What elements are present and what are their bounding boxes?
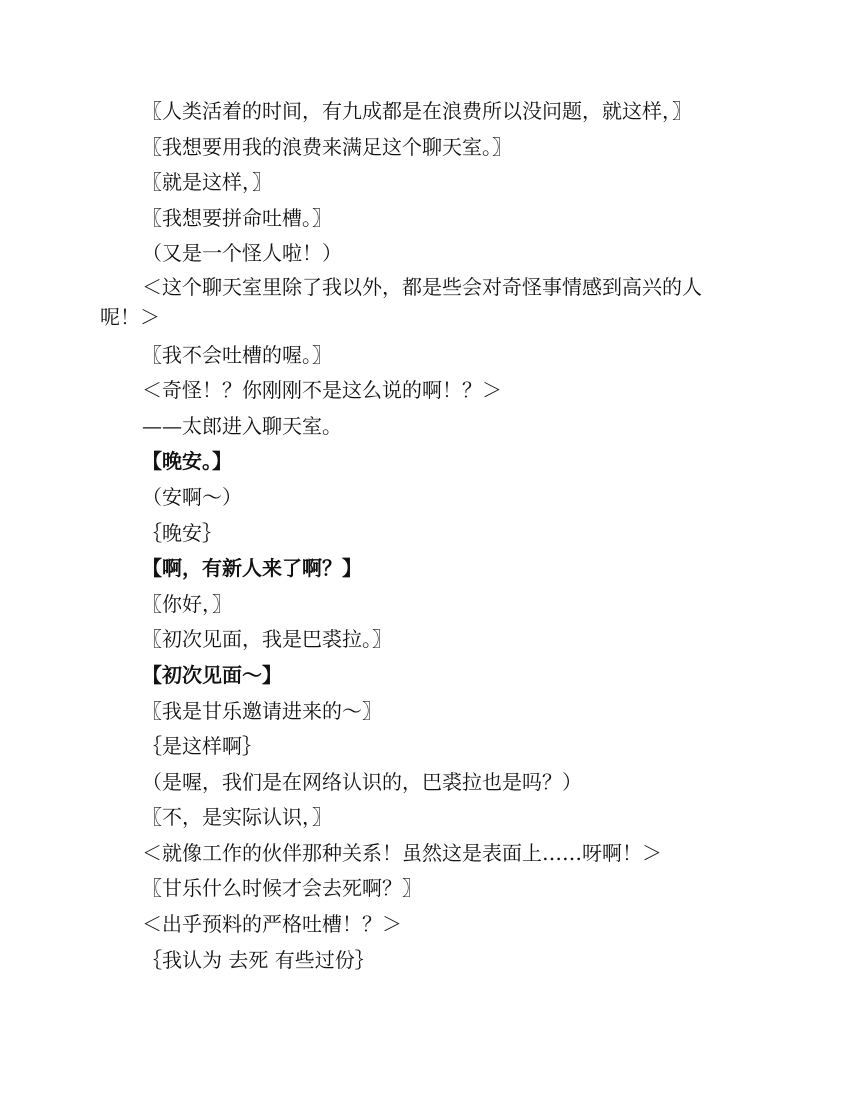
text-line: ｛是这样啊｝ bbox=[142, 734, 262, 759]
text-line: ＜出乎预料的严格吐槽！？＞ bbox=[142, 912, 402, 937]
text-line: （安啊～） bbox=[142, 484, 242, 509]
text-line: （又是一个怪人啦！） bbox=[142, 241, 342, 266]
text-line: ＜就像工作的伙伴那种关系！虽然这是表面上……呀啊！＞ bbox=[142, 840, 662, 865]
text-line: ＜这个聊天室里除了我以外，都是些会对奇怪事情感到高兴的人呢！＞ bbox=[100, 274, 702, 329]
text-line: 〖我想要用我的浪费来满足这个聊天室。〗 bbox=[142, 134, 512, 159]
chat-transcript bbox=[100, 94, 730, 978]
text-line: 〖我不会吐槽的喔。〗 bbox=[142, 342, 332, 367]
text-line: ——太郎进入聊天室。 bbox=[142, 413, 342, 438]
text-line: 〖我是甘乐邀请进来的～〗 bbox=[142, 698, 382, 723]
text-line: 〖初次见面，我是巴裘拉。〗 bbox=[142, 627, 392, 652]
text-line: ｛晚安｝ bbox=[142, 520, 222, 545]
text-line: 【初次见面～】 bbox=[142, 662, 282, 687]
text-line: ＜奇怪！？你刚刚不是这么说的啊！？＞ bbox=[142, 378, 502, 403]
text-line: 〖我想要拼命吐槽。〗 bbox=[142, 205, 332, 230]
text-line: 〖甘乐什么时候才会去死啊？〗 bbox=[142, 876, 422, 901]
text-line: 〖就是这样，〗 bbox=[142, 170, 272, 195]
text-line: 【晚安。】 bbox=[142, 449, 232, 474]
text-line: 〖不，是实际认识，〗 bbox=[142, 805, 332, 830]
text-line: 〖人类活着的时间，有九成都是在浪费所以没问题，就这样，〗 bbox=[142, 99, 692, 123]
text-line: （是喔，我们是在网络认识的，巴裘拉也是吗？） bbox=[142, 769, 582, 794]
text-line: 【啊，有新人来了啊？】 bbox=[142, 556, 362, 581]
text-line: 〖你好，〗 bbox=[142, 591, 232, 616]
text-line: ｛我认为 去死 有些过份｝ bbox=[142, 947, 375, 972]
